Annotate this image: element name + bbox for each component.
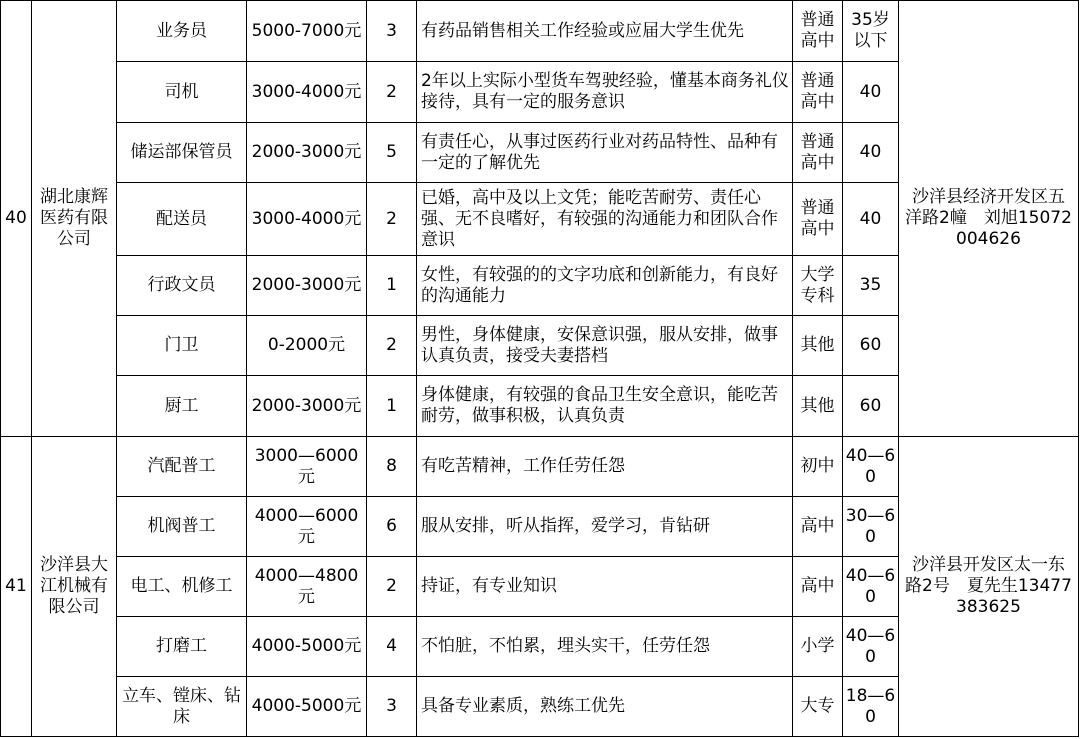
- company-number: 41: [1, 437, 32, 737]
- job-salary: 4000-5000元: [247, 617, 367, 677]
- job-count: 2: [367, 183, 417, 256]
- job-title: 行政文员: [117, 256, 247, 316]
- job-requirement: 不怕脏，不怕累，埋头实干，任劳任怨: [417, 617, 793, 677]
- company-name: 湖北康辉医药有限公司: [32, 1, 117, 437]
- job-count: 5: [367, 123, 417, 183]
- job-education: 小学: [793, 617, 843, 677]
- job-title: 立车、镗床、钻床: [117, 677, 247, 737]
- job-salary: 2000-3000元: [247, 256, 367, 316]
- job-count: 2: [367, 62, 417, 123]
- job-count: 6: [367, 497, 417, 557]
- job-count: 2: [367, 557, 417, 617]
- job-education: 普通高中: [793, 123, 843, 183]
- job-salary: 0-2000元: [247, 316, 367, 376]
- job-count: 1: [367, 376, 417, 437]
- job-requirement: 身体健康，有较强的食品卫生安全意识，能吃苦耐劳，做事积极，认真负责: [417, 376, 793, 437]
- job-age: 40: [843, 123, 899, 183]
- job-salary: 3000-4000元: [247, 62, 367, 123]
- table-row: [1, 437, 1079, 497]
- job-count: 2: [367, 316, 417, 376]
- job-age: 60: [843, 376, 899, 437]
- job-count: 3: [367, 677, 417, 737]
- job-age: 18—60: [843, 677, 899, 737]
- job-age: 30—60: [843, 497, 899, 557]
- job-requirement: 具备专业素质，熟练工优先: [417, 677, 793, 737]
- job-title: 汽配普工: [117, 437, 247, 497]
- job-title: 司机: [117, 62, 247, 123]
- company-contact: 沙洋县开发区太一东路2号 夏先生13477383625: [899, 437, 1079, 737]
- job-age: 35: [843, 256, 899, 316]
- company-number: 40: [1, 1, 32, 437]
- job-title: 厨工: [117, 376, 247, 437]
- job-education: 普通高中: [793, 183, 843, 256]
- job-education: 其他: [793, 376, 843, 437]
- job-age: 40—60: [843, 557, 899, 617]
- job-title: 打磨工: [117, 617, 247, 677]
- job-age: 40: [843, 183, 899, 256]
- job-requirement: 持证，有专业知识: [417, 557, 793, 617]
- job-requirement: 已婚，高中及以上文凭；能吃苦耐劳、责任心强、无不良嗜好，有较强的沟通能力和团队合作意识: [417, 183, 793, 256]
- job-requirement: 有药品销售相关工作经验或应届大学生优先: [417, 1, 793, 62]
- job-education: 高中: [793, 557, 843, 617]
- job-education: 大专: [793, 677, 843, 737]
- job-requirement: 男性，身体健康，安保意识强，服从安排，做事认真负责，接受夫妻搭档: [417, 316, 793, 376]
- job-count: 8: [367, 437, 417, 497]
- job-title: 储运部保管员: [117, 123, 247, 183]
- job-salary: 2000-3000元: [247, 376, 367, 437]
- job-count: 3: [367, 1, 417, 62]
- job-salary: 2000-3000元: [247, 123, 367, 183]
- company-name: 沙洋县大江机械有限公司: [32, 437, 117, 737]
- job-education: 大学专科: [793, 256, 843, 316]
- company-contact: 沙洋县经济开发区五洋路2幢 刘旭15072004626: [899, 1, 1079, 437]
- job-requirement: 女性，有较强的的文字功底和创新能力，有良好的沟通能力: [417, 256, 793, 316]
- job-age: 40: [843, 62, 899, 123]
- job-education: 高中: [793, 497, 843, 557]
- job-requirement: 有吃苦精神，工作任劳任怨: [417, 437, 793, 497]
- job-salary: 4000—6000元: [247, 497, 367, 557]
- job-title: 门卫: [117, 316, 247, 376]
- job-age: 40—60: [843, 617, 899, 677]
- job-count: 4: [367, 617, 417, 677]
- job-requirement: 2年以上实际小型货车驾驶经验，懂基本商务礼仪接待，具有一定的服务意识: [417, 62, 793, 123]
- job-salary: 4000-5000元: [247, 677, 367, 737]
- job-title: 电工、机修工: [117, 557, 247, 617]
- job-age: 60: [843, 316, 899, 376]
- job-salary: 4000—4800元: [247, 557, 367, 617]
- job-salary: 3000-4000元: [247, 183, 367, 256]
- job-requirement: 服从安排，听从指挥，爱学习，肯钻研: [417, 497, 793, 557]
- job-age: 40—60: [843, 437, 899, 497]
- job-salary: 3000—6000元: [247, 437, 367, 497]
- job-requirement: 有责任心，从事过医药行业对药品特性、品种有一定的了解优先: [417, 123, 793, 183]
- job-title: 配送员: [117, 183, 247, 256]
- job-education: 初中: [793, 437, 843, 497]
- job-education: 普通高中: [793, 1, 843, 62]
- job-age: 35岁以下: [843, 1, 899, 62]
- table-row: [1, 1, 1079, 62]
- job-count: 1: [367, 256, 417, 316]
- job-title: 机阀普工: [117, 497, 247, 557]
- job-salary: 5000-7000元: [247, 1, 367, 62]
- job-title: 业务员: [117, 1, 247, 62]
- job-education: 其他: [793, 316, 843, 376]
- job-education: 普通高中: [793, 62, 843, 123]
